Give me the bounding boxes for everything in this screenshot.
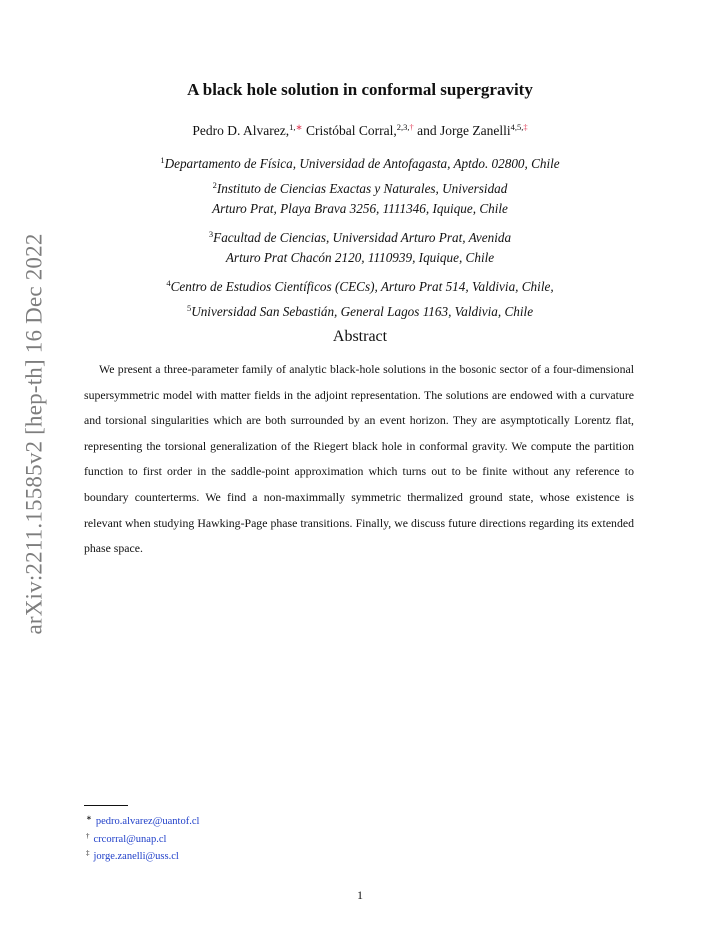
affiliation-text: Centro de Estudios Científicos (CECs), Arturo Prat 514, Valdivia, Chile, xyxy=(170,278,554,294)
affiliation-number: 5 xyxy=(186,302,192,313)
affiliation-text: Departamento de Física, Universidad de Antofagasta, Aptdo. 02800, Chile xyxy=(164,156,560,171)
author-name: Pedro D. Alvarez, xyxy=(192,123,290,138)
affiliation-text: Facultad de Ciencias, Universidad Arturo Prat, Avenida xyxy=(213,229,512,245)
author-affil-sup: 4,5, xyxy=(510,122,524,132)
author-footnote-mark[interactable]: † xyxy=(409,122,414,132)
email-link[interactable]: pedro.alvarez@uantof.cl xyxy=(95,816,200,827)
abstract-text: We present a three-parameter family of analytic black-hole solutions in the bosonic sector of a four-dimensional supersymmetric model with matter fields in the adjoint representation. The solutions are endowed with a curvature and torsional singularities which are both surrounded by an event horizon. They are asymptotically Lorentz flat, representing the torsional generalization of the Riegert black hole in conformal gravity. We compute the partition function to first order in the saddle-point approximation which turns out to be finite without any reference to boundary counterterms. We find a non-maximmally symmetric thermalized ground state, whose existence is relevant when studying Hawking-Page phase transitions. Finally, we discuss future directions regarding its extended phase space. xyxy=(84,362,634,556)
affiliation-line xyxy=(0,249,720,274)
author-affil-sup: 1, xyxy=(289,122,296,132)
footnote-item xyxy=(86,846,199,864)
affiliation-text: Instituto de Ciencias Exactas y Naturales, Universidad xyxy=(216,180,508,196)
author-name: and Jorge Zanelli xyxy=(413,123,511,138)
affiliation-line xyxy=(0,274,720,299)
affiliation-line xyxy=(0,151,720,176)
abstract-heading: Abstract xyxy=(332,328,388,345)
footnote-mark: ‡ xyxy=(86,849,90,857)
page-number: 1 xyxy=(357,888,363,902)
affiliation-number: 3 xyxy=(208,228,214,239)
affiliation-number: 2 xyxy=(212,179,217,190)
paper-title: A black hole solution in conformal supergravity xyxy=(187,80,533,99)
affiliation-line xyxy=(0,299,720,324)
email-link[interactable]: jorge.zanelli@uss.cl xyxy=(93,851,179,862)
author-footnote-mark[interactable]: ‡ xyxy=(523,122,528,132)
affiliation-text: Arturo Prat, Playa Brava 3256, 1111346, Iquique, Chile xyxy=(212,201,508,217)
footnote-item xyxy=(86,811,199,829)
affiliation-number: 1 xyxy=(160,155,165,165)
footnote-divider xyxy=(84,805,128,806)
email-link[interactable]: crcorral@unap.cl xyxy=(93,833,167,845)
affiliation-number: 4 xyxy=(166,277,171,288)
affiliation-text: Arturo Prat Chacón 2120, 1110939, Iquique, Chile xyxy=(225,250,495,266)
author-affil-sup: 2,3, xyxy=(396,122,410,132)
affiliation-text: Universidad San Sebastián, General Lagos 1163, Valdivia, Chile xyxy=(191,303,534,319)
author-footnote-mark[interactable]: ∗ xyxy=(295,122,303,132)
affiliation-line xyxy=(0,200,720,225)
arxiv-id[interactable]: arXiv:2211.15585v2 [hep-th] 16 Dec 2022 xyxy=(22,233,47,635)
footnote-list xyxy=(86,811,199,864)
footnote-mark: ∗ xyxy=(86,814,92,822)
affiliation-line xyxy=(0,225,720,250)
affiliation-line xyxy=(0,176,720,201)
affiliation-list xyxy=(0,151,720,323)
footnote-mark: † xyxy=(86,831,90,840)
author-list xyxy=(0,122,720,139)
footnote-item xyxy=(86,829,199,847)
author-name: Cristóbal Corral, xyxy=(302,123,397,138)
